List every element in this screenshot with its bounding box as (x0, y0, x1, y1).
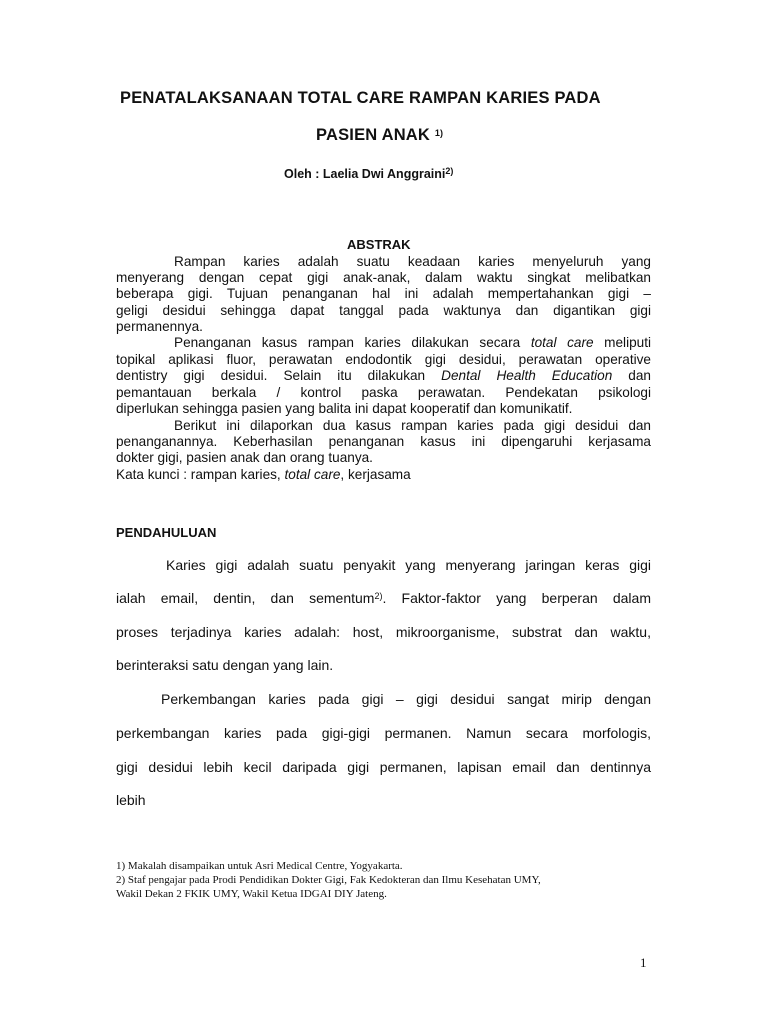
paper-title-line2: PASIEN ANAK $^{1)}$ (316, 126, 444, 144)
body-line: ialah email, dentin, dan sementum$^{2)}$. Faktor-faktor yang berperan dalam (116, 590, 651, 606)
author-line: Oleh : Laelia Dwi Anggraini$^{2)}$ (284, 166, 454, 181)
emphasis-text: Dental Health Education (441, 368, 613, 383)
footnote-2-continued: Wakil Dekan 2 FKIK UMY, Wakil Ketua IDGAI DIY Jateng. (116, 888, 387, 900)
author-footnote-marker: 2) (445, 166, 454, 176)
abstract-line: dokter gigi, pasien anak dan orang tuanya. (116, 450, 373, 465)
body-line: Karies gigi adalah suatu penyakit yang menyerang jaringan keras gigi (166, 557, 651, 573)
body-line: proses terjadinya karies adalah: host, mikroorganisme, substrat dan waktu, (116, 624, 651, 640)
abstract-line: penanganannya. Keberhasilan penanganan kasus ini dipengaruhi kerjasama (116, 434, 651, 449)
introduction-heading: PENDAHULUAN (116, 525, 217, 540)
emphasis-text: total care (284, 467, 341, 482)
title-footnote-marker: 1) (434, 128, 444, 138)
abstract-line: pemantauan berkala / kontrol paska perawatan. Pendekatan psikologi (116, 385, 651, 400)
emphasis-text: total care (530, 335, 594, 350)
abstract-line: topikal aplikasi fluor, perawatan endodontik gigi desidui, perawatan operative (116, 352, 651, 367)
keywords-line: Kata kunci : rampan karies, total care, kerjasama (116, 467, 411, 482)
footnote-2: 2) Staf pengajar pada Prodi Pendidikan Dokter Gigi, Fak Kedokteran dan Ilmu Kesehatan UMY, (116, 874, 541, 886)
paper-title-line1: PENATALAKSANAAN TOTAL CARE RAMPAN KARIES PADA (120, 89, 601, 107)
body-line: gigi desidui lebih kecil daripada gigi permanen, lapisan email dan dentinnya (116, 759, 651, 775)
abstract-line: Rampan karies adalah suatu keadaan karies menyeluruh yang (174, 254, 651, 269)
page-number: 1 (640, 955, 647, 970)
footnote-1: 1) Makalah disampaikan untuk Asri Medical Centre, Yogyakarta. (116, 860, 403, 872)
body-line: berinteraksi satu dengan yang lain. (116, 657, 334, 673)
abstract-line: beberapa gigi. Tujuan penanganan hal ini adalah mempertahankan gigi – (116, 286, 651, 301)
abstract-line: Berikut ini dilaporkan dua kasus rampan karies pada gigi desidui dan (174, 418, 651, 433)
citation-marker: 2) (374, 591, 383, 601)
abstract-line: geligi desidui sehingga dapat tanggal pada waktunya dan digantikan gigi (116, 303, 651, 318)
abstract-line: Penanganan kasus rampan karies dilakukan secara total care meliputi (174, 335, 652, 350)
abstract-heading: ABSTRAK (347, 237, 411, 252)
abstract-line: permanennya. (116, 319, 203, 334)
abstract-line: menyerang dengan cepat gigi anak-anak, dalam waktu singkat melibatkan (116, 270, 651, 285)
body-line: Perkembangan karies pada gigi – gigi desidui sangat mirip dengan (161, 691, 651, 707)
body-line: perkembangan karies pada gigi-gigi permanen. Namun secara morfologis, (116, 725, 651, 741)
body-line: lebih (116, 792, 146, 808)
abstract-line: dentistry gigi desidui. Selain itu dilakukan Dental Health Education dan (116, 368, 651, 383)
abstract-line: diperlukan sehingga pasien yang balita ini dapat kooperatif dan komunikatif. (116, 401, 573, 416)
